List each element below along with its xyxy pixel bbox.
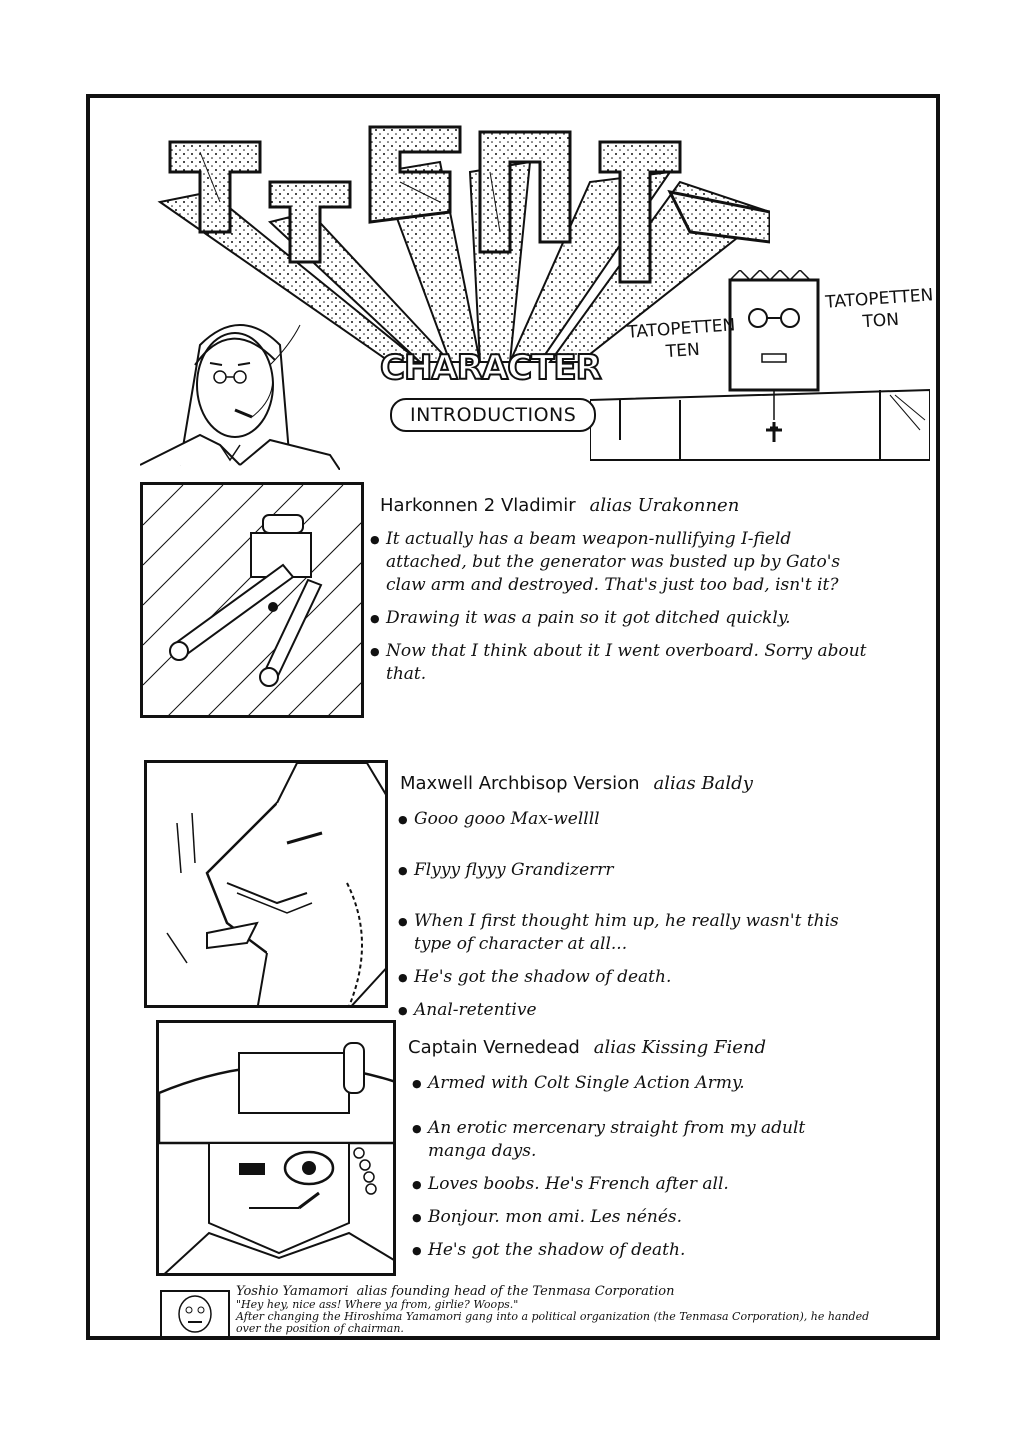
entry-alias: alias Kissing Fiend — [593, 1037, 766, 1058]
list-item: ● It actually has a beam weapon-nullifying I-field attached, but the generator was busted up by Gato's claw arm and destroyed. That's just too bad, isn't it? — [370, 528, 870, 597]
entry-alias: alias Urakonnen — [589, 495, 740, 516]
panel-vernedead — [156, 1020, 396, 1276]
list-item: ● Armed with Colt Single Action Army. — [412, 1072, 842, 1095]
sfx-left-line-1: TATOPETTEN — [626, 315, 736, 343]
list-item: ● Drawing it was a pain so it got ditched quickly. — [370, 607, 870, 630]
panel-maxwell — [144, 760, 388, 1008]
panel-harkonnen — [140, 482, 364, 718]
footer-title — [236, 1285, 896, 1299]
list-item: ● He's got the shadow of death. — [398, 966, 848, 989]
entry-alias: alias Baldy — [653, 773, 753, 794]
narrator-caricature-art — [140, 305, 340, 470]
footer-portrait — [160, 1290, 230, 1338]
footer-note: After changing the Hiroshima Yamamori gang into a political organization (the Tenmasa Corporation), he handed over the position of chairman. — [236, 1310, 870, 1335]
bullet-list-harkonnen — [370, 528, 870, 696]
list-item: ● Anal-retentive — [398, 999, 848, 1022]
entry-title-maxwell — [400, 773, 753, 794]
entry-name: Maxwell Archbisop Version — [400, 773, 640, 794]
bullet-list-maxwell — [398, 808, 848, 1032]
introductions-badge: INTRODUCTIONS — [390, 398, 596, 432]
entry-name: Captain Vernedead — [408, 1037, 580, 1058]
list-item: ● When I first thought him up, he really wasn't this type of character at all... — [398, 910, 848, 956]
footer-caption — [236, 1285, 896, 1335]
maxwell-illustration — [147, 763, 388, 1008]
list-item: ● Now that I think about it I went overboard. Sorry about that. — [370, 640, 870, 686]
vernedead-illustration — [159, 1023, 396, 1276]
list-item: ● An erotic mercenary straight from my adult manga days. — [412, 1117, 842, 1163]
list-item: ● Loves boobs. He's French after all. — [412, 1173, 842, 1196]
list-item: ● Gooo gooo Max-wellll — [398, 808, 848, 831]
mech-illustration — [143, 485, 364, 718]
footer-quote: "Hey hey, nice ass! Where ya from, girlie? Woops." — [236, 1298, 519, 1311]
list-item: ● He's got the shadow of death. — [412, 1239, 842, 1262]
list-item: ● Bonjour. mon ami. Les nénés. — [412, 1206, 842, 1229]
sfx-left-text — [627, 314, 738, 365]
sfx-right-text — [825, 284, 936, 335]
entry-title-harkonnen — [380, 495, 739, 516]
footer-alias: alias founding head of the Tenmasa Corporation — [356, 1284, 675, 1299]
character-badge: CHARACTER — [380, 348, 601, 388]
sfx-right-line-1: TATOPETTEN — [824, 285, 934, 313]
list-item: ● Flyyy flyyy Grandizerrr — [398, 859, 848, 882]
yamamori-sketch — [162, 1292, 228, 1336]
entry-name: Harkonnen 2 Vladimir — [380, 495, 576, 516]
sfx-left-line-2: TEN — [665, 339, 701, 363]
entry-title-vernedead — [408, 1037, 766, 1058]
footer-name: Yoshio Yamamori — [236, 1284, 349, 1299]
bullet-list-vernedead — [412, 1072, 842, 1272]
sfx-right-line-2: TON — [861, 309, 900, 333]
